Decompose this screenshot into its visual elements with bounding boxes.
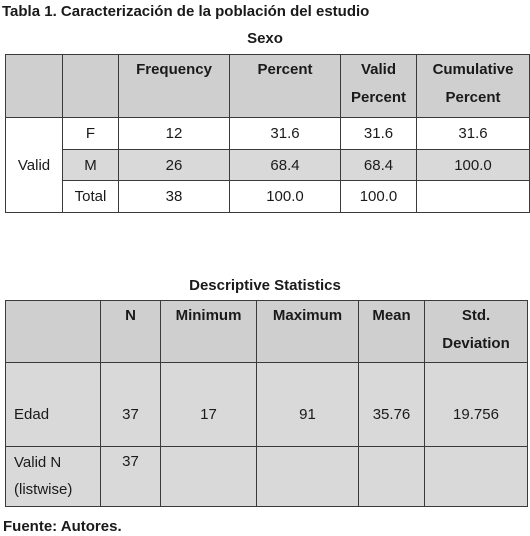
- cell-mean: [359, 447, 425, 507]
- cell-cumulative-percent: 31.6: [417, 118, 530, 150]
- cell-valid-percent: 100.0: [341, 181, 417, 213]
- header-percent: Percent: [230, 55, 341, 118]
- cell-n: 37: [101, 447, 161, 507]
- header-frequency: Frequency: [119, 55, 230, 118]
- cell-std-deviation: 19.756: [425, 363, 528, 447]
- cell-minimum: [161, 447, 257, 507]
- header-cumulative-percent: [417, 55, 530, 118]
- header-maximum: Maximum: [257, 301, 359, 363]
- row-label: Total: [63, 181, 119, 213]
- cell-minimum: 17: [161, 363, 257, 447]
- header-minimum: Minimum: [161, 301, 257, 363]
- cell-cumulative-percent: 100.0: [417, 150, 530, 181]
- header-cumulative-percent-line1: Cumulative: [432, 61, 514, 78]
- table-row: [6, 447, 528, 507]
- header-empty-2: [63, 55, 119, 118]
- header-empty-1: [6, 55, 63, 118]
- cell-maximum: [257, 447, 359, 507]
- header-std-line1: Std.: [461, 307, 491, 324]
- cell-valid-percent: 68.4: [341, 150, 417, 181]
- table1-header-row: [6, 55, 530, 118]
- header-empty: [6, 301, 101, 363]
- header-valid-percent-line1: Valid: [360, 61, 397, 78]
- cell-frequency: 12: [119, 118, 230, 150]
- row-label: [6, 447, 101, 507]
- table2-caption: Descriptive Statistics: [189, 277, 341, 294]
- table-row: [6, 181, 530, 213]
- row-label: Edad: [6, 363, 101, 447]
- header-n: N: [101, 301, 161, 363]
- row-group-label: Valid: [6, 118, 63, 213]
- cell-cumulative-percent: [417, 181, 530, 213]
- row-label: M: [63, 150, 119, 181]
- table2-header-row: [6, 301, 528, 363]
- cell-maximum: 91: [257, 363, 359, 447]
- cell-percent: 68.4: [230, 150, 341, 181]
- table-row: [6, 150, 530, 181]
- cell-frequency: 38: [119, 181, 230, 213]
- cell-n: 37: [101, 363, 161, 447]
- header-cumulative-percent-line2: Percent: [445, 89, 501, 106]
- table1-caption: Sexo: [247, 30, 283, 47]
- source-footer: Fuente: Autores.: [3, 518, 122, 535]
- cell-percent: 31.6: [230, 118, 341, 150]
- header-valid-percent-line2: Percent: [350, 89, 407, 106]
- cell-std-deviation: [425, 447, 528, 507]
- row-label-line2: (listwise): [14, 481, 73, 498]
- header-std-deviation: [425, 301, 528, 363]
- cell-frequency: 26: [119, 150, 230, 181]
- table-row: [6, 118, 530, 150]
- header-std-line2: Deviation: [442, 335, 510, 352]
- cell-mean: 35.76: [359, 363, 425, 447]
- cell-valid-percent: 31.6: [341, 118, 417, 150]
- header-mean: Mean: [359, 301, 425, 363]
- descriptive-statistics-table: [5, 300, 528, 507]
- table-row: [6, 363, 528, 447]
- row-label-line1: Valid N: [14, 454, 62, 471]
- row-label: F: [63, 118, 119, 150]
- cell-percent: 100.0: [230, 181, 341, 213]
- header-valid-percent: [341, 55, 417, 118]
- frequency-table: [5, 54, 530, 213]
- document-title: Tabla 1. Caracterización de la población del estudio: [2, 3, 370, 20]
